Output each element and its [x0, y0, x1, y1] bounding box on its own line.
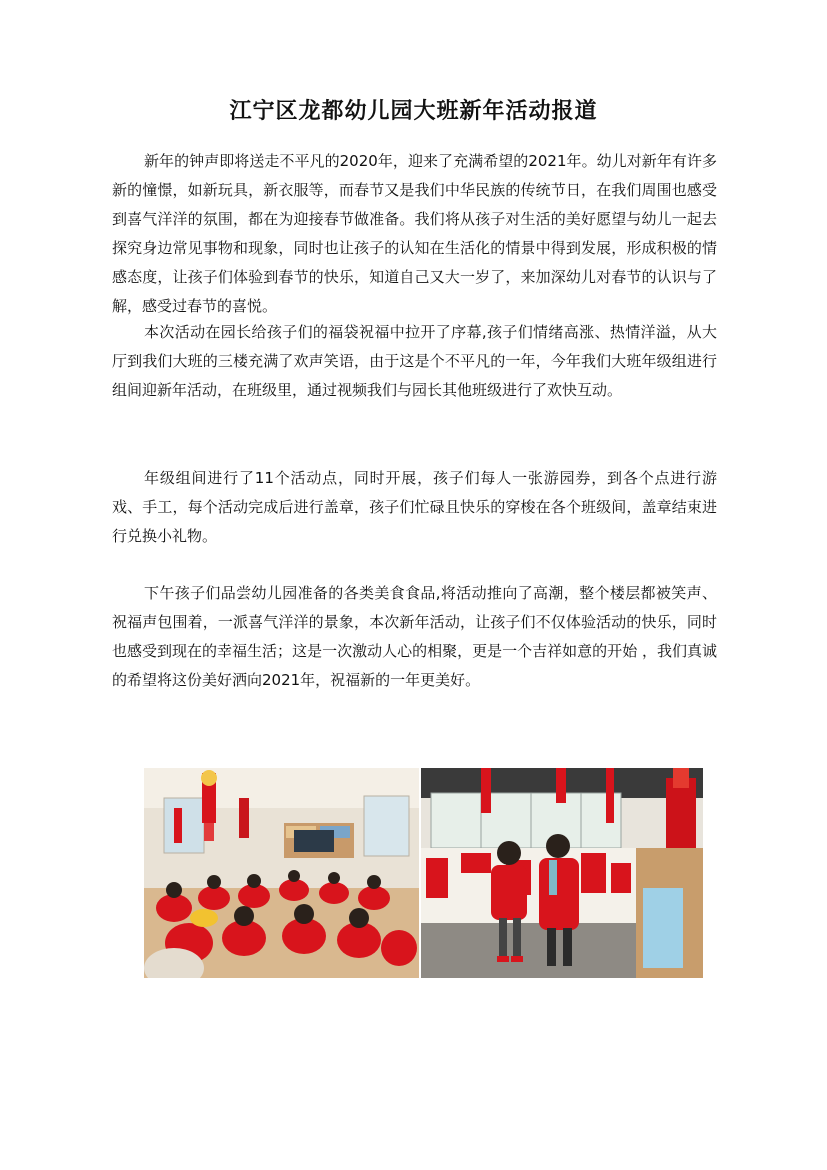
paragraph: 新年的钟声即将送走不平凡的2020年，迎来了充满希望的2021年。幼儿对新年有许多新的憧憬，如新玩具，新衣服等，而春节又是我们中华民族的传统节日，在我们周围也感受到喜气洋洋的氛围，都在为迎接春节做准备。我们将从孩子对生活的美好愿望与幼儿一起去探究身边常见事物和现象，同时也让孩子的认知在生活化的情景中得到发展，形成积极的情感态度，让孩子们体验到春节的快乐，知道自己又大一岁了，来加深幼儿对春节的认识与了解，感受过春节的喜悦。 — [112, 152, 717, 315]
paragraph: 年级组间进行了11个活动点，同时开展，孩子们每人一张游园券，到各个点进行游戏、手工，每个活动完成后进行盖章，孩子们忙碌且快乐的穿梭在各个班级间，盖章结束进行兑换小礼物。 — [112, 469, 717, 545]
paragraph: 本次活动在园长给孩子们的福袋祝福中拉开了序幕,孩子们情绪高涨、热情洋溢，从大厅到我们大班的三楼充满了欢声笑语，由于这是个不平凡的一年，今年我们大班年级组进行组间迎新年活动，在班级里，通过视频我们与园长其他班级进行了欢快互动。 — [112, 323, 717, 399]
paragraph: 下午孩子们品尝幼儿园准备的各类美食食品,将活动推向了高潮，整个楼层都被笑声、祝福声包围着，一派喜气洋洋的景象，本次新年活动，让孩子们不仅体验活动的快乐，同时也感受到现在的幸福生活；这是一次激动人心的相聚，更是一个吉祥如意的开始 ，我们真诚的希望将这份美好洒向2021年，祝福新的一年更美好。 — [112, 584, 717, 689]
classroom-photo — [144, 768, 419, 978]
children-hallway-photo — [421, 768, 703, 978]
page-title: 江宁区龙都幼儿园大班新年活动报道 — [229, 98, 598, 124]
